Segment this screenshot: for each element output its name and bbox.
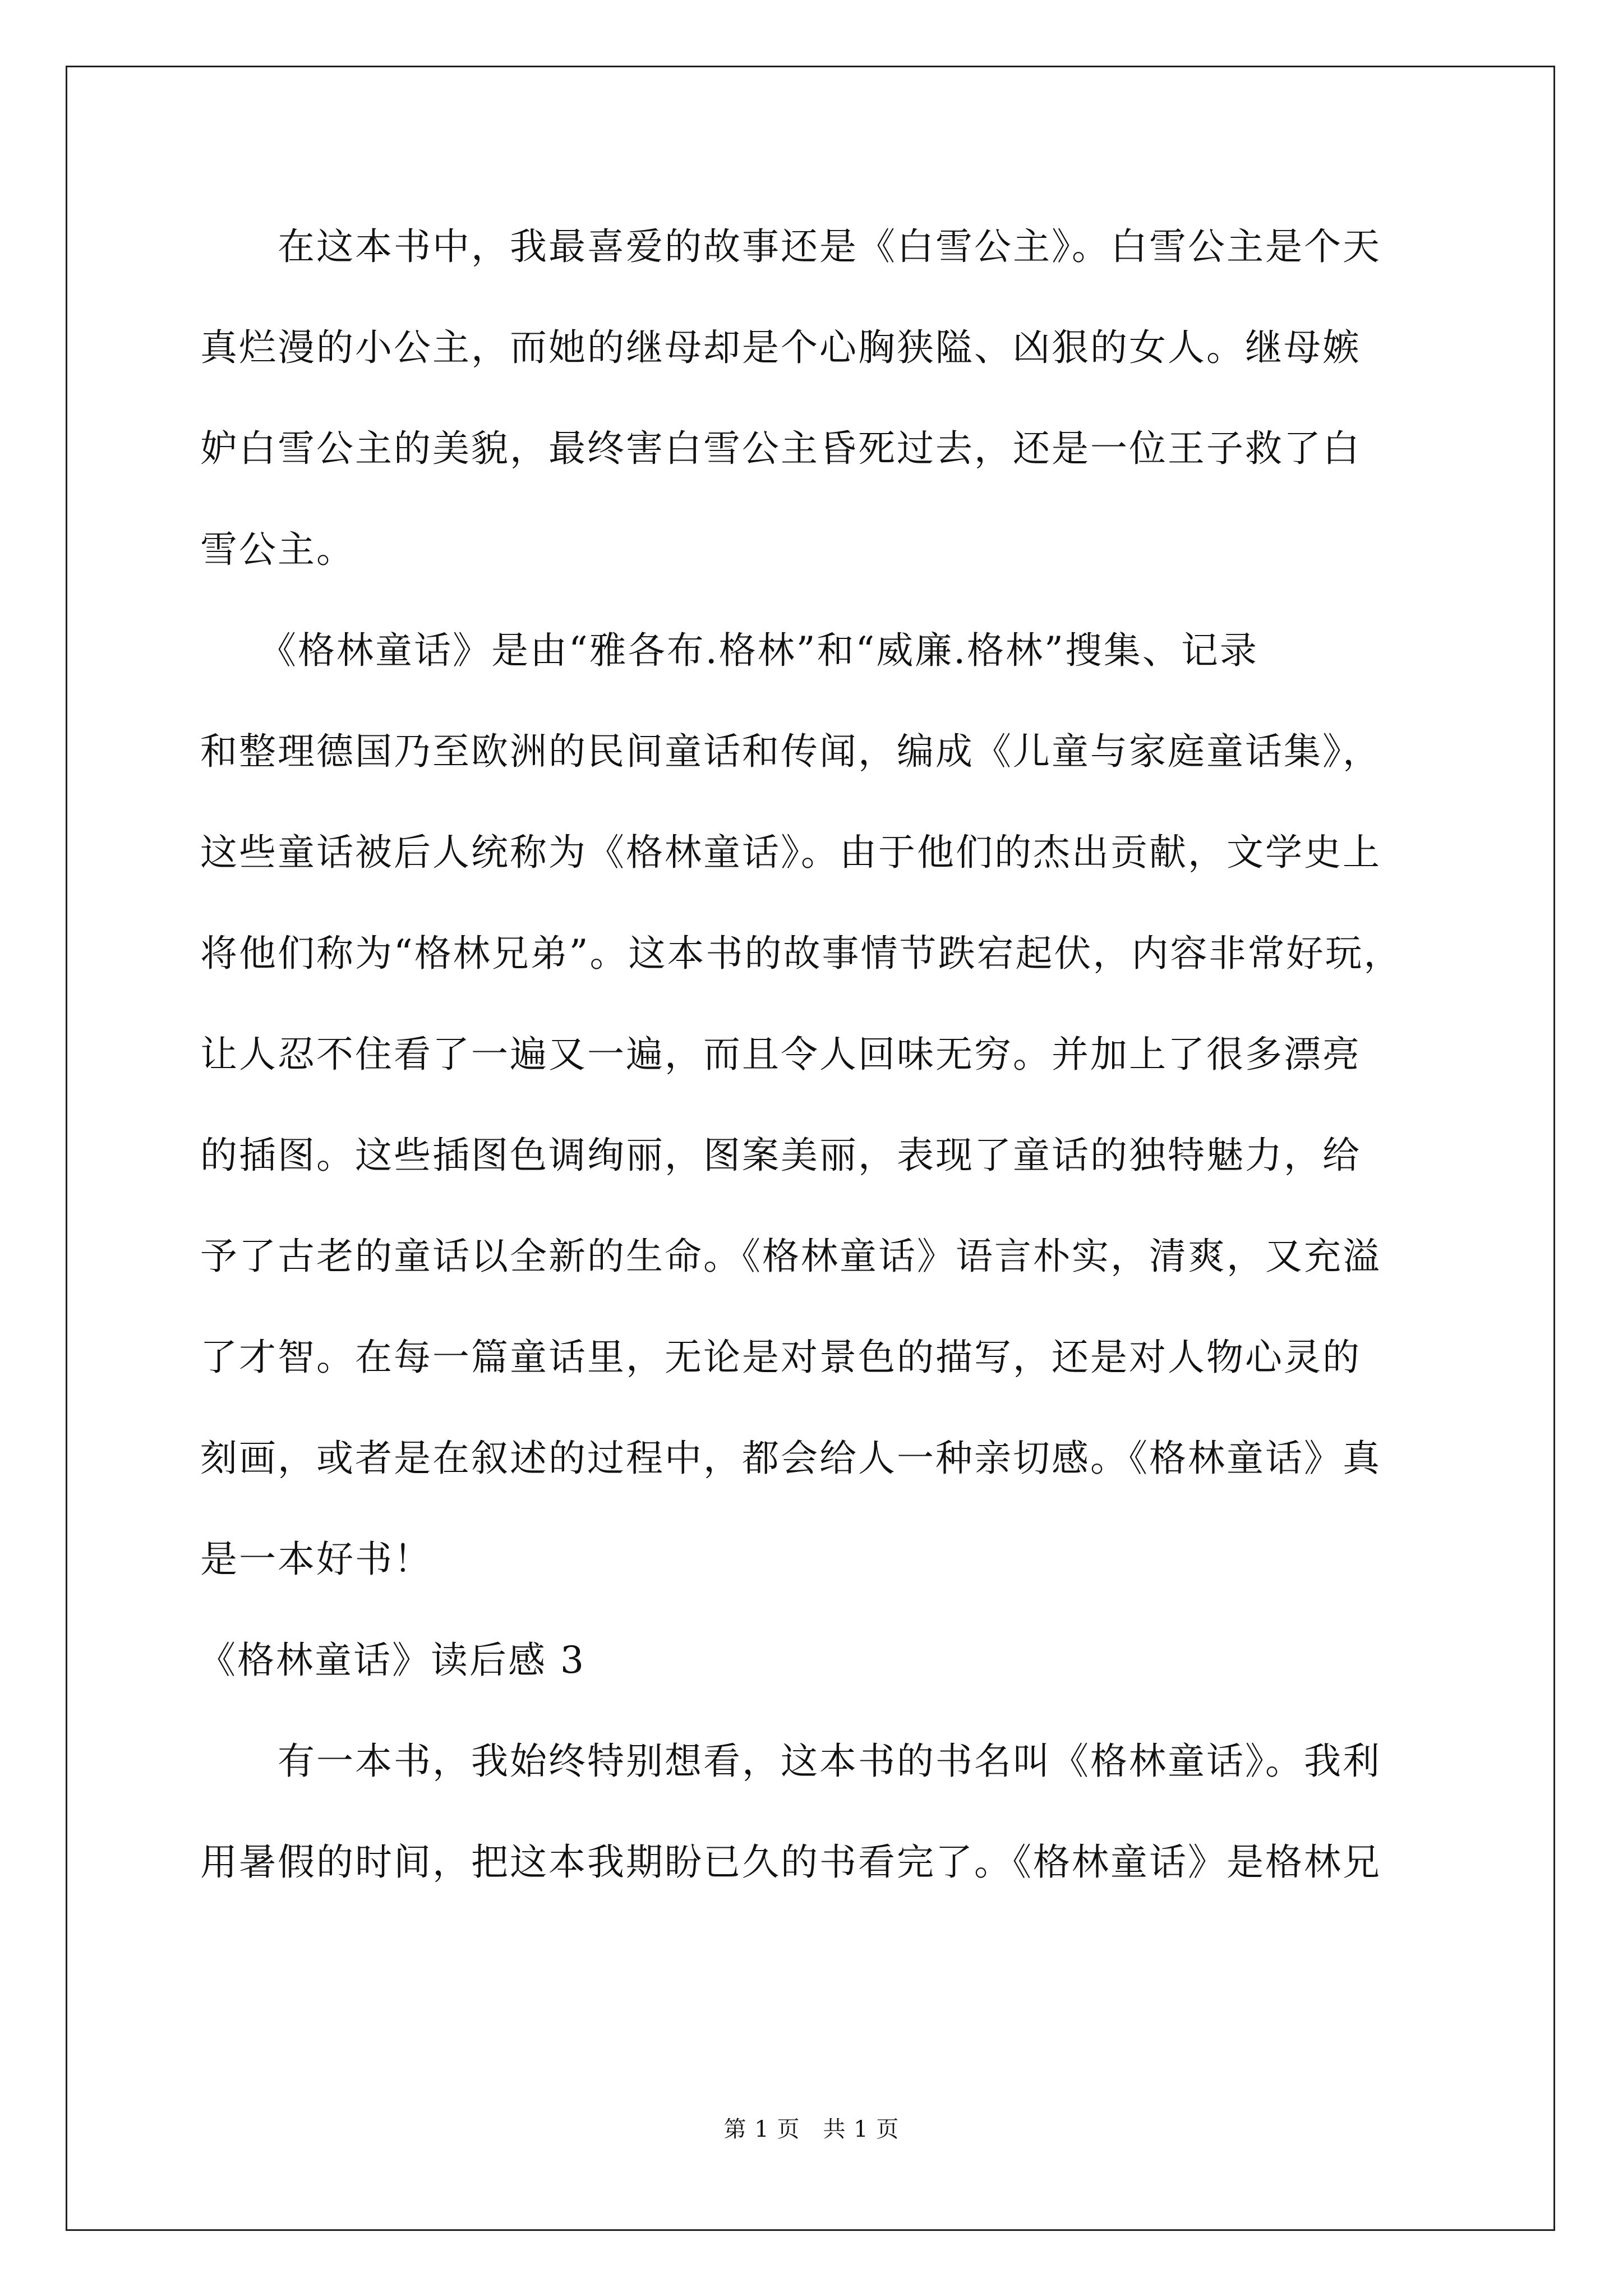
text-line: 将他们称为“格林兄弟”。这本书的故事情节跌宕起伏，内容非常好玩， — [200, 932, 1403, 975]
text-line: 刻画，或者是在叙述的过程中，都会给人一种亲切感。《格林童话》真 — [200, 1437, 1381, 1480]
text-line: 的插图。这些插图色调绚丽，图案美丽，表现了童话的独特魅力，给 — [200, 1134, 1361, 1177]
text-line: 在这本书中，我最喜爱的故事还是《白雪公主》。白雪公主是个天 — [200, 225, 1381, 268]
section-heading: 《格林童话》读后感 3 — [199, 1639, 585, 1682]
document-body — [200, 222, 1428, 1938]
text-line: 《格林童话》是由“雅各布.格林”和“威廉.格林”搜集、记录 — [200, 629, 1258, 672]
text-line: 和整理德国乃至欧洲的民间童话和传闻，编成《儿童与家庭童话集》， — [200, 730, 1381, 773]
text-line: 是一本好书！ — [200, 1538, 432, 1581]
text-line: 有一本书，我始终特别想看，这本书的书名叫《格林童话》。我利 — [200, 1740, 1381, 1783]
text-line: 用暑假的时间，把这本我期盼已久的书看完了。《格林童话》是格林兄 — [200, 1841, 1381, 1884]
text-line: 让人忍不住看了一遍又一遍，而且令人回味无穷。并加上了很多漂亮 — [200, 1033, 1361, 1076]
text-line: 予了古老的童话以全新的生命。《格林童话》语言朴实，清爽，又充溢 — [200, 1235, 1381, 1278]
text-line: 了才智。在每一篇童话里，无论是对景色的描写，还是对人物心灵的 — [200, 1336, 1361, 1379]
text-line: 雪公主。 — [200, 528, 355, 571]
text-line: 妒白雪公主的美貌，最终害白雪公主昏死过去，还是一位王子救了白 — [200, 427, 1361, 470]
text-line: 这些童话被后人统称为《格林童话》。由于他们的杰出贡献，文学史上 — [200, 831, 1381, 874]
text-line: 真烂漫的小公主，而她的继母却是个心胸狭隘、凶狠的女人。继母嫉 — [200, 326, 1361, 369]
page-footer: 第 1 页 共 1 页 — [723, 2116, 900, 2142]
